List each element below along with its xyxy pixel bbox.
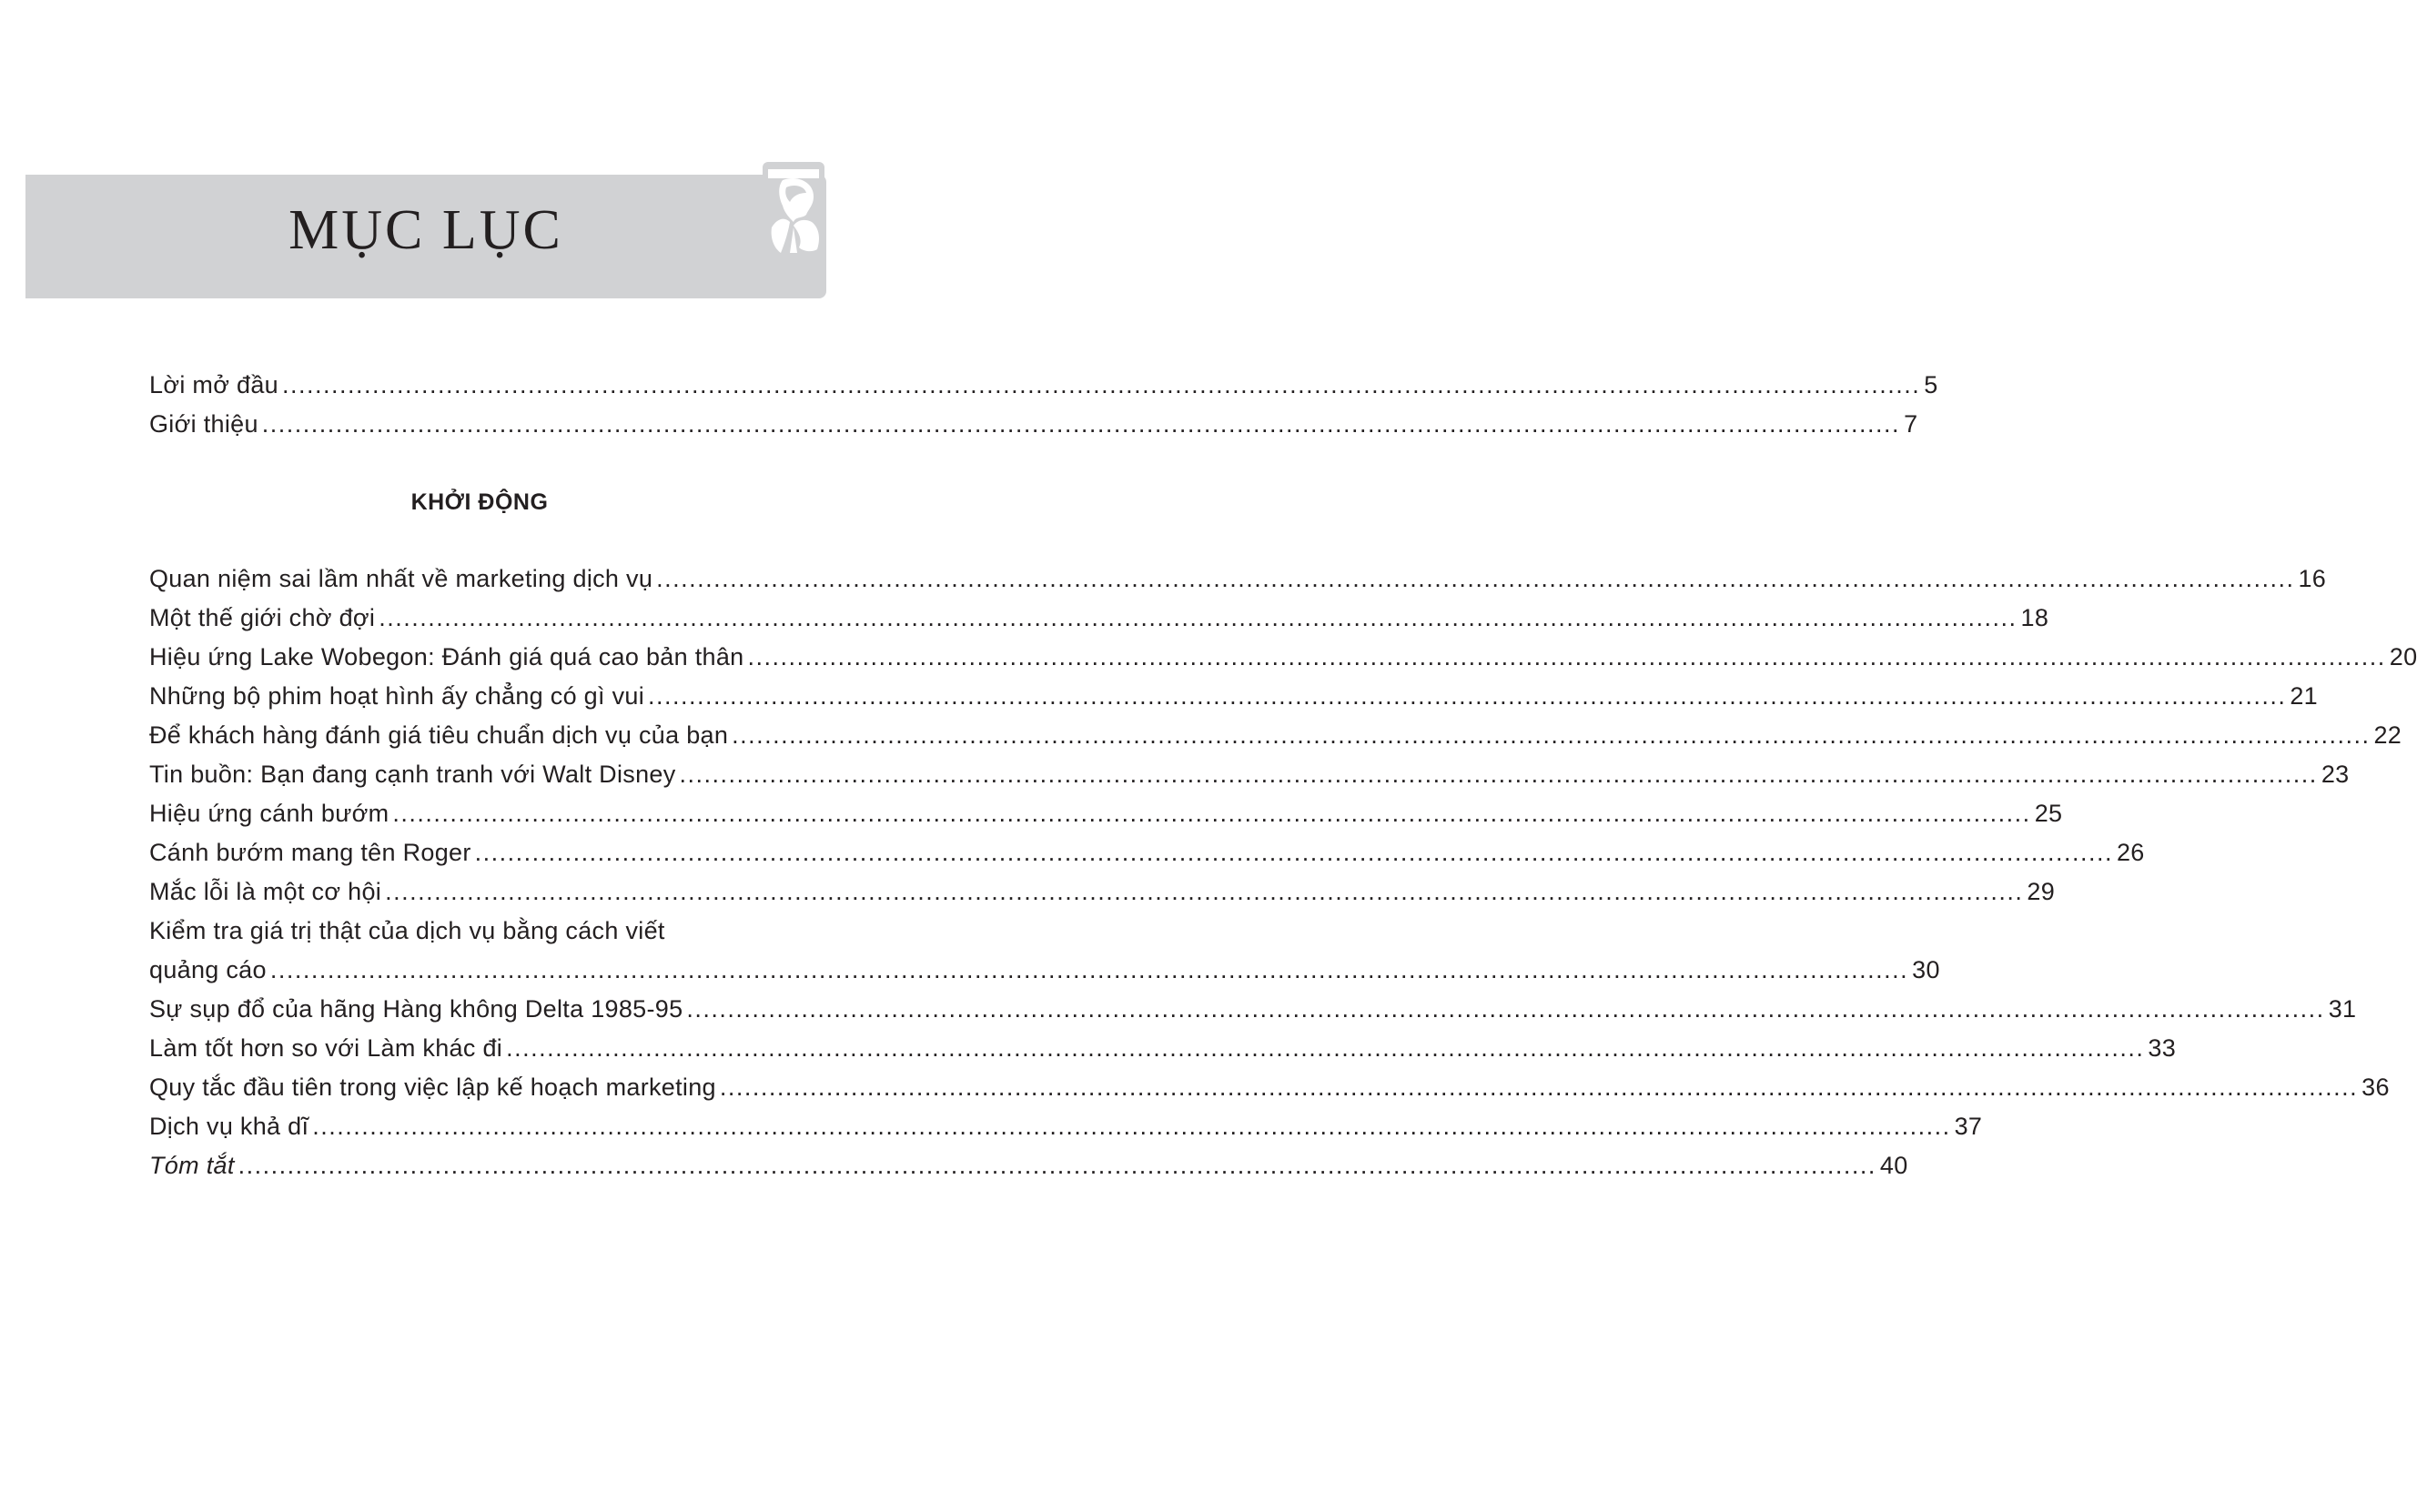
toc-entry-page: 36 xyxy=(2361,1074,2390,1101)
toc-entry-page: 20 xyxy=(2389,643,2417,670)
toc-entry-title: Giới thiệu xyxy=(149,410,258,438)
toc-entry xyxy=(149,1107,1983,1146)
toc-entry-title: Để khách hàng đánh giá tiêu chuẩn dịch vụ của bạn xyxy=(149,721,729,749)
toc-entry-page: 33 xyxy=(2148,1034,2177,1062)
silhouette-portrait-logo-icon xyxy=(763,162,824,258)
toc-entry-page: 5 xyxy=(1924,371,1938,398)
toc-entry-page: 31 xyxy=(2328,995,2357,1023)
toc-entry-page: 16 xyxy=(2298,565,2327,592)
toc-entry-title: Một thế giới chờ đợi xyxy=(149,604,376,631)
toc-entry-title: Cánh bướm mang tên Roger xyxy=(149,839,471,866)
toc-entry xyxy=(149,599,2049,638)
page-title: MỤC LỤC xyxy=(288,199,563,261)
toc-entry xyxy=(149,833,2145,872)
toc-entry-loi-mo-dau xyxy=(149,366,1938,405)
toc-entry-page: 25 xyxy=(2034,800,2063,827)
dot-leader: ........................................................................................................................................................................................................ xyxy=(732,721,2371,749)
toc-entry-page: 23 xyxy=(2321,761,2350,788)
toc-entry-title: Lời mở đầu xyxy=(149,371,278,398)
toc-entry-title: Tin buồn: Bạn đang cạnh tranh với Walt Disney xyxy=(149,761,676,788)
toc-header-banner xyxy=(25,175,826,298)
toc-entry-gioi-thieu xyxy=(149,405,1918,444)
toc-entry-page: 30 xyxy=(1912,956,1940,983)
toc-entry xyxy=(149,638,2417,677)
dot-leader: ........................................................................................................................................................................................................ xyxy=(312,1113,1951,1140)
dot-leader: ........................................................................................................................................................................................................ xyxy=(656,565,2295,592)
dot-leader: ........................................................................................................................................................................................................ xyxy=(719,1074,2359,1101)
dot-leader: ........................................................................................................................................................................................................ xyxy=(269,956,1909,983)
toc-entry xyxy=(149,1068,2390,1107)
toc-entry-title: Mắc lỗi là một cơ hội xyxy=(149,878,382,905)
toc-entry xyxy=(149,990,2357,1029)
dot-leader: ........................................................................................................................................................................................................ xyxy=(281,371,1921,398)
toc-entry xyxy=(149,716,2402,755)
toc-entry xyxy=(149,559,2327,599)
toc-entry xyxy=(149,872,2056,912)
section-heading: KHỞI ĐỘNG xyxy=(410,489,549,515)
toc-entry-title: Quy tắc đầu tiên trong việc lập kế hoạch marketing xyxy=(149,1074,716,1101)
toc-entry-title: Tóm tắt xyxy=(149,1152,235,1179)
toc-entry-page: 22 xyxy=(2373,721,2402,749)
dot-leader: ........................................................................................................................................................................................................ xyxy=(474,839,2113,866)
toc-entry xyxy=(149,794,2063,833)
dot-leader: ........................................................................................................................................................................................................ xyxy=(379,604,2018,631)
toc-entry xyxy=(149,755,2350,794)
toc-entry xyxy=(149,677,2318,716)
dot-leader: ........................................................................................................................................................................................................ xyxy=(506,1034,2145,1062)
dot-leader: ........................................................................................................................................................................................................ xyxy=(686,995,2325,1023)
dot-leader: ........................................................................................................................................................................................................ xyxy=(679,761,2318,788)
toc-entry-summary xyxy=(149,1146,1908,1185)
toc-entry-title: Quan niệm sai lầm nhất về marketing dịch vụ xyxy=(149,565,653,592)
toc-entry-title: quảng cáo xyxy=(149,956,267,983)
toc-entry-page: 21 xyxy=(2290,682,2318,710)
dot-leader: ........................................................................................................................................................................................................ xyxy=(648,682,2287,710)
toc-entry-page: 18 xyxy=(2020,604,2049,631)
toc-entry-title: Hiệu ứng cánh bướm xyxy=(149,800,389,827)
dot-leader: ........................................................................................................................................................................................................ xyxy=(385,878,2024,905)
toc-entry-title: Sự sụp đổ của hãng Hàng không Delta 1985-95 xyxy=(149,995,683,1023)
toc-entry xyxy=(149,1029,2177,1068)
toc-entry-title-line1: Kiểm tra giá trị thật của dịch vụ bằng cách viết xyxy=(149,917,665,944)
toc-entry-page: 26 xyxy=(2116,839,2145,866)
dot-leader: ........................................................................................................................................................................................................ xyxy=(261,410,1901,438)
dot-leader: ........................................................................................................................................................................................................ xyxy=(747,643,2386,670)
toc-entry xyxy=(149,951,1940,990)
toc-entry-title: Hiệu ứng Lake Wobegon: Đánh giá quá cao bản thân xyxy=(149,643,744,670)
toc-entry-title: Dịch vụ khả dĩ xyxy=(149,1113,309,1140)
toc-entry-page: 37 xyxy=(1954,1113,1983,1140)
toc-entry-page: 29 xyxy=(2027,878,2056,905)
toc-entry-page: 40 xyxy=(1879,1152,1908,1179)
toc-entry-page: 7 xyxy=(1904,410,1918,438)
dot-leader: ........................................................................................................................................................................................................ xyxy=(238,1152,1876,1179)
dot-leader: ........................................................................................................................................................................................................ xyxy=(392,800,2031,827)
toc-entry-title: Làm tốt hơn so với Làm khác đi xyxy=(149,1034,503,1062)
toc-entry-title: Những bộ phim hoạt hình ấy chẳng có gì vui xyxy=(149,682,645,710)
